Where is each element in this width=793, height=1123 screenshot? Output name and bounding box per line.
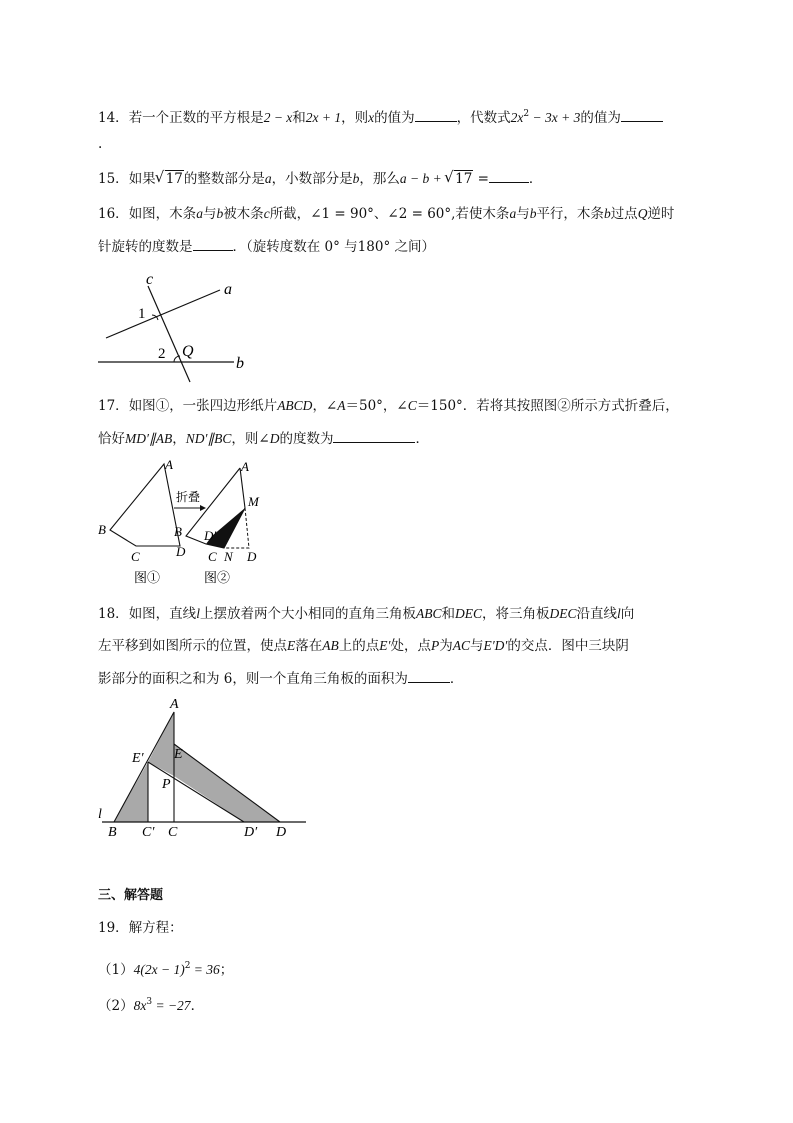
q18-number: 18． [98, 606, 129, 622]
q14-period: . [98, 136, 103, 152]
segment-AB: AB [322, 638, 339, 653]
fig2-label-M: M [248, 494, 259, 509]
var-b: b [603, 206, 611, 221]
label-P: P [162, 777, 171, 792]
point-P: P [430, 638, 440, 653]
var-A: A [337, 398, 346, 413]
label-C: C [168, 825, 178, 840]
label-b: b [236, 355, 244, 372]
var-c: c [263, 206, 270, 221]
q17-text: ，一张四边形纸片 [169, 398, 278, 414]
q15-text: 如果 [128, 171, 156, 187]
q16-number: 16． [98, 206, 129, 222]
q19-number: 19． [98, 920, 129, 936]
q18-text: 如图，直线 [128, 606, 197, 622]
q14-text: 和 [292, 110, 306, 126]
fig1-caption: 图① [134, 570, 161, 585]
figure-17 [96, 456, 276, 586]
var-a: a [509, 206, 517, 221]
q18-end: ． [449, 671, 464, 687]
q16-text: 与 [202, 206, 217, 222]
q19-part2 [98, 992, 204, 1016]
q14-line2 [98, 134, 102, 154]
q16-text: 平行，木条 [536, 206, 604, 222]
label-q: Q [182, 343, 194, 360]
q19-sep: ； [219, 962, 234, 978]
var-a: a [264, 171, 272, 186]
answer-blank[interactable] [333, 428, 415, 443]
shape-abcd: ABCD [277, 398, 313, 413]
q17-text: ＝150°．若将其按照图 [416, 398, 558, 414]
q19-equation1: 4(2x − 1) [133, 962, 185, 977]
q16-text: 与 [516, 206, 530, 222]
q18-text: 为 [439, 638, 453, 654]
q17-line2 [98, 428, 429, 449]
fig1-label-D: D [176, 544, 186, 559]
q15-text: ，那么 [359, 171, 400, 187]
q18-text: 落在 [295, 638, 323, 654]
q18-line2 [98, 636, 629, 656]
q16-text: ,若使木条 [451, 206, 510, 222]
label-Ep: E′ [132, 751, 144, 766]
q18-text: ，将三角板 [481, 606, 550, 622]
q16-text: 过点 [610, 206, 638, 222]
q17-text: 所示方式折叠后， [570, 398, 679, 414]
q16-text: 如图，木条 [128, 206, 197, 222]
figure-18 [94, 696, 314, 842]
line-c [148, 286, 190, 382]
label-Cp: C′ [142, 825, 155, 840]
var-l: l [196, 606, 200, 621]
q17-expr: ND′∥BC [185, 431, 232, 446]
circled-2: ② [557, 398, 571, 414]
q19-part-label: （2） [98, 998, 134, 1014]
q18-text: 上的点 [338, 638, 380, 654]
radicand: 17 [455, 171, 473, 187]
var-b: b [352, 171, 360, 186]
label-A: A [170, 697, 179, 712]
q16-line1 [98, 204, 674, 224]
fig2-caption: 图② [204, 570, 231, 585]
q18-text: 上摆放着两个大小相同的直角三角板 [199, 606, 416, 622]
var-D: D [269, 431, 280, 446]
q17-number: 17． [98, 398, 129, 414]
answer-blank[interactable] [621, 107, 663, 122]
q17-text: ，则∠ [231, 431, 270, 447]
quad-abcd [110, 464, 180, 546]
q14-expr3: 2x [510, 110, 524, 125]
q17-text: ， [172, 431, 186, 447]
q16-angles: ∠1 = 90°、∠2 = 60° [310, 206, 452, 222]
q17-text: ＝50°，∠ [345, 398, 408, 414]
q17-text: 如图 [128, 398, 156, 414]
fig1-label-B: B [98, 522, 106, 537]
q19-end: ． [190, 998, 205, 1014]
section-title: 三、解答题 [98, 888, 164, 903]
fig2-label-D: D [247, 549, 257, 564]
shaded-top [148, 712, 174, 776]
triangle-dec: DEC [454, 606, 482, 621]
q14-expr3-exp: 2 [523, 109, 530, 119]
label-B: B [108, 825, 117, 840]
q18-text: 左平移到如图所示的位置，使点 [98, 638, 287, 654]
fold-arrow-head [200, 505, 206, 511]
q14-text: 若一个正数的平方根是 [128, 110, 264, 126]
q15-text: ，小数部分是 [271, 171, 353, 187]
circled-1: ① [155, 398, 170, 414]
q17-expr: MD′∥AB [125, 431, 173, 446]
var-l: l [616, 606, 621, 621]
answer-blank[interactable] [415, 107, 457, 122]
q16-text: 针旋转的度数是 [98, 239, 193, 255]
q15-number: 15． [98, 171, 129, 187]
fig2-label-Dp: D′ [204, 528, 217, 543]
answer-blank[interactable] [193, 236, 233, 251]
label-D: D [276, 825, 287, 840]
q17-text: 的度数为 [279, 431, 334, 447]
q18-text: 与 [469, 638, 484, 654]
sqrt-symbol [156, 169, 184, 189]
q14-text: ，则 [341, 110, 369, 126]
q19-equation2: 8x [133, 998, 147, 1013]
q18-text: 的交点．图中三块阴 [507, 638, 629, 654]
q18-text: 和 [441, 606, 455, 622]
q15-expr: a − b + [399, 171, 446, 186]
point-Ep: E′ [379, 638, 391, 653]
answer-blank[interactable] [489, 168, 529, 183]
label-1: 1 [138, 306, 146, 322]
segment-AC: AC [452, 638, 470, 653]
q16-line2 [98, 236, 435, 257]
q19-title-line [98, 918, 183, 938]
q14-expr2: 2x + 1 [305, 110, 342, 125]
fig2-label-C: C [208, 549, 217, 564]
label-E: E [174, 747, 183, 762]
q14-text: ，代数式 [456, 110, 511, 126]
q16-text: 被木条 [223, 206, 264, 222]
q18-line1 [98, 604, 634, 624]
var-b: b [216, 206, 224, 221]
q15-eq: = [473, 171, 489, 187]
var-C: C [407, 398, 417, 413]
q19-equation1-rest: = 36 [190, 962, 220, 977]
label-c: c [146, 271, 154, 288]
fig1-label-A: A [165, 457, 173, 472]
q15-end: ． [528, 171, 543, 187]
q19-title: 解方程： [128, 920, 183, 936]
sqrt-symbol [445, 169, 473, 189]
q14-line1 [98, 104, 663, 128]
q19-part-label: （1） [98, 962, 134, 978]
triangle-abc: ABC [415, 606, 442, 621]
q16-text: 所截， [269, 206, 311, 222]
segment-EpDp: E′D′ [483, 638, 508, 653]
point-E: E [287, 638, 296, 653]
var-b: b [529, 206, 537, 221]
q14-text: 的值为 [580, 110, 621, 126]
q15-text: 的整数部分是 [183, 171, 265, 187]
figure-16 [96, 268, 256, 388]
q19-equation2-rest: = −27 [152, 998, 191, 1013]
fig2-label-N: N [224, 549, 233, 564]
q19-equation1-exp: 2 [184, 961, 191, 971]
radicand: 17 [165, 171, 183, 187]
q18-text: 向 [620, 606, 635, 622]
fig2-label-B: B [174, 524, 182, 539]
q18-line3 [98, 668, 463, 689]
q16-text: ．（旋转度数在 0° 与180° 之间） [232, 239, 435, 255]
q14-number: 14． [98, 110, 129, 126]
q14-expr3-rest: − 3x + 3 [529, 110, 581, 125]
q17-text: 恰好 [98, 431, 125, 447]
q19-equation2-exp: 3 [146, 997, 153, 1007]
q16-text: 逆时 [647, 206, 675, 222]
q17-line1 [98, 396, 679, 416]
q18-text: 影部分的面积之和为 6，则一个直角三角板的面积为 [98, 671, 408, 687]
q18-text: 处，点 [390, 638, 431, 654]
fig2-label-A: A [241, 459, 249, 474]
q14-var: x [368, 110, 375, 125]
q17-text: ，∠ [312, 398, 338, 414]
triangle-dec: DEC [549, 606, 577, 621]
answer-blank[interactable] [408, 668, 450, 683]
fig1-label-C: C [131, 549, 140, 564]
var-a: a [196, 206, 203, 221]
q17-end: ． [415, 431, 429, 447]
q15-line [98, 168, 542, 189]
label-l: l [98, 807, 102, 822]
label-Dp: D′ [244, 825, 258, 840]
fold-label: 折叠 [176, 490, 201, 504]
q14-expr1: 2 − x [263, 110, 293, 125]
q19-part1 [98, 956, 233, 980]
q14-text: 的值为 [374, 110, 415, 126]
label-2: 2 [158, 346, 166, 362]
q18-text: 沿直线 [576, 606, 617, 622]
point-q: Q [637, 206, 648, 221]
label-a: a [224, 281, 232, 298]
line-a [106, 290, 220, 338]
